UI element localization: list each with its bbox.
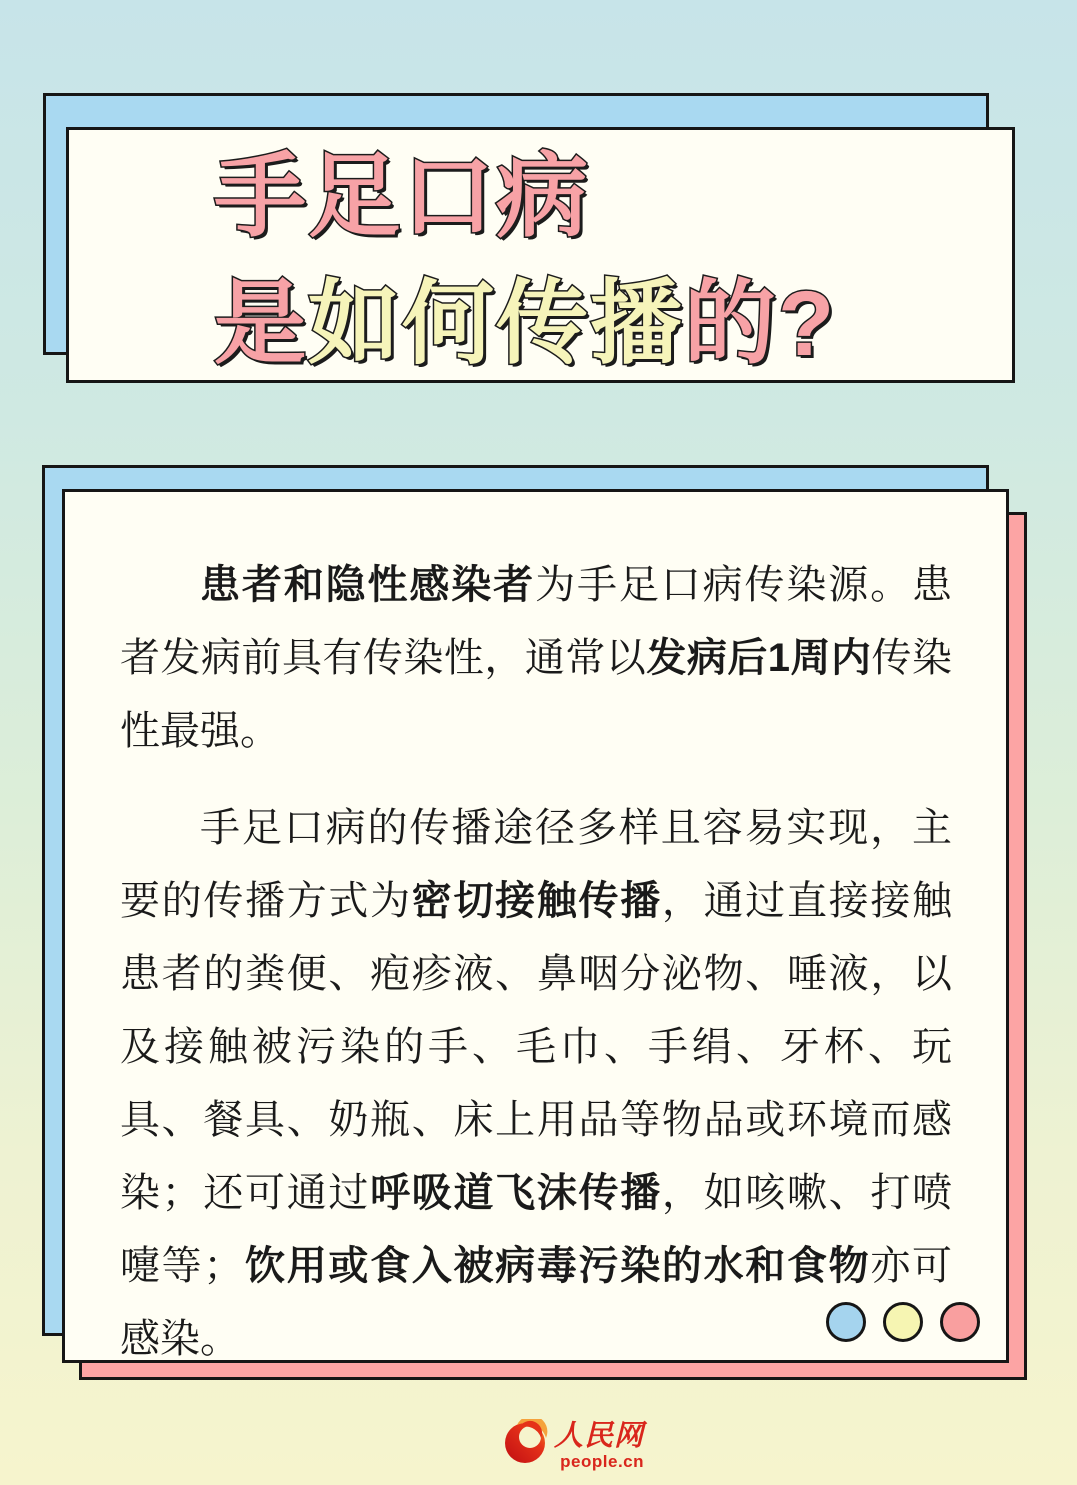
people-cn-swirl-icon (503, 1419, 549, 1470)
poster-title (214, 134, 836, 388)
title-card (66, 127, 1015, 383)
people-cn-name: 人民网 (554, 1418, 645, 1453)
poster-title-line-1: 手足口病 (214, 146, 591, 248)
dot-pink (940, 1302, 980, 1342)
decorative-dots (826, 1302, 980, 1342)
dot-yellow (883, 1302, 923, 1342)
content-body (65, 492, 1006, 1376)
paragraph-transmission-routes: 手足口病的传播途径多样且容易实现，主要的传播方式为密切接触传播，通过直接接触患者的粪便、疱疹液、鼻咽分泌物、唾液，以及接触被污染的手、毛巾、手绢、牙杯、玩具、餐具、奶瓶、床上用品等物品或环境而感染；还可通过呼吸道飞沫传播，如咳嗽、打喷嚏等；饮用或食入被病毒污染的水和食物亦可感染。 (120, 806, 953, 1361)
people-cn-domain: people.cn (560, 1452, 645, 1471)
poster-title-line-2: 是如何传播的? (214, 273, 837, 375)
content-card (62, 489, 1009, 1363)
people-cn-logo (503, 1419, 644, 1470)
dot-blue (826, 1302, 866, 1342)
paragraph-infection-source: 患者和隐性感染者为手足口病传染源。患者发病前具有传染性，通常以发病后1周内传染性最强。 (120, 563, 953, 753)
people-cn-wordmark (554, 1420, 644, 1470)
